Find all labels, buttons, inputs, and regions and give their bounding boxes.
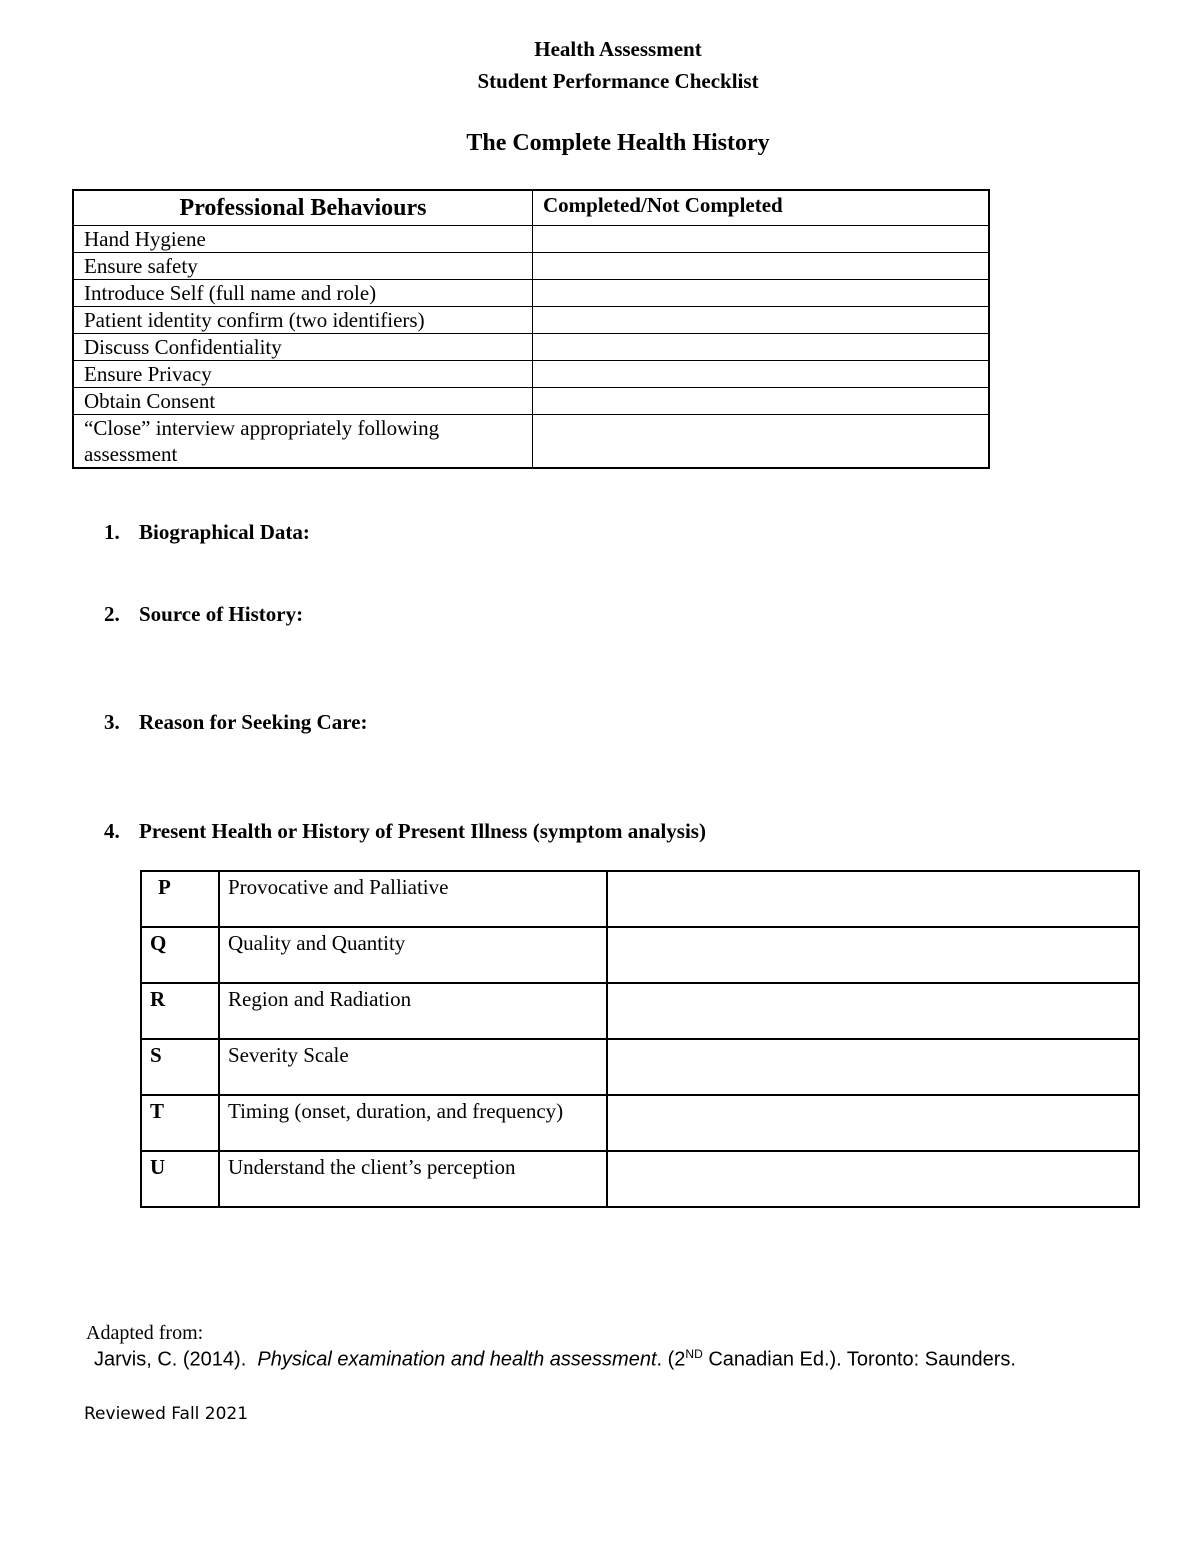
table-row — [141, 1039, 1139, 1095]
table-row — [141, 1151, 1139, 1207]
response-cell[interactable] — [607, 1151, 1139, 1207]
mnemonic-description: Understand the client’s perception — [219, 1151, 607, 1207]
section-label: Reason for Seeking Care: — [139, 710, 368, 734]
completion-cell[interactable] — [533, 334, 990, 361]
completion-cell[interactable] — [533, 226, 990, 253]
completion-cell[interactable] — [533, 415, 990, 469]
mnemonic-letter: Q — [141, 927, 219, 983]
behaviour-label: Ensure Privacy — [73, 361, 533, 388]
table-row — [73, 280, 989, 307]
completion-cell[interactable] — [533, 253, 990, 280]
mnemonic-description: Severity Scale — [219, 1039, 607, 1095]
behaviour-label: Ensure safety — [73, 253, 533, 280]
section-number: 3. — [104, 710, 120, 734]
table-row — [73, 253, 989, 280]
table-row — [73, 361, 989, 388]
behaviour-label: “Close” interview appropriately following assessment — [73, 415, 533, 469]
behaviour-label: Introduce Self (full name and role) — [73, 280, 533, 307]
section-source-of-history — [104, 602, 303, 627]
mnemonic-description: Provocative and Palliative — [219, 871, 607, 927]
behaviour-label: Discuss Confidentiality — [73, 334, 533, 361]
table-row — [73, 388, 989, 415]
page-title: The Complete Health History — [466, 130, 770, 156]
completion-cell[interactable] — [533, 307, 990, 334]
column-header-behaviours: Professional Behaviours — [73, 190, 533, 226]
citation — [94, 1347, 1016, 1372]
section-reason-for-seeking-care — [104, 710, 367, 735]
table-row — [141, 871, 1139, 927]
mnemonic-letter: U — [141, 1151, 219, 1207]
mnemonic-description: Region and Radiation — [219, 983, 607, 1039]
response-cell[interactable] — [607, 1039, 1139, 1095]
table-row — [141, 983, 1139, 1039]
mnemonic-letter: S — [141, 1039, 219, 1095]
table-row — [73, 307, 989, 334]
citation-title: Physical examination and health assessment — [257, 1348, 657, 1371]
table-row — [73, 334, 989, 361]
section-biographical-data — [104, 520, 310, 545]
adapted-from-label: Adapted from: — [86, 1322, 204, 1344]
section-label: Present Health or History of Present Illness (symptom analysis) — [139, 819, 706, 843]
section-number: 1. — [104, 520, 120, 544]
reviewed-note: Reviewed Fall 2021 — [84, 1404, 249, 1424]
professional-behaviours-table — [72, 189, 990, 469]
table-row — [141, 927, 1139, 983]
behaviour-label: Patient identity confirm (two identifiers) — [73, 307, 533, 334]
section-number: 4. — [104, 819, 120, 843]
response-cell[interactable] — [607, 1095, 1139, 1151]
completion-cell[interactable] — [533, 280, 990, 307]
mnemonic-letter: P — [141, 871, 219, 927]
column-header-completed: Completed/Not Completed — [533, 190, 990, 226]
symptom-analysis-table — [140, 870, 1140, 1208]
table-row — [73, 415, 989, 469]
response-cell[interactable] — [607, 927, 1139, 983]
completion-cell[interactable] — [533, 361, 990, 388]
response-cell[interactable] — [607, 871, 1139, 927]
section-label: Source of History: — [139, 602, 304, 626]
response-cell[interactable] — [607, 983, 1139, 1039]
table-row — [73, 226, 989, 253]
section-label: Biographical Data: — [139, 520, 310, 544]
mnemonic-letter: R — [141, 983, 219, 1039]
table-header-row — [73, 190, 989, 226]
mnemonic-description: Quality and Quantity — [219, 927, 607, 983]
mnemonic-letter: T — [141, 1095, 219, 1151]
citation-edition-pre: . (2 — [656, 1348, 686, 1371]
doc-header-line1: Health Assessment — [534, 37, 702, 61]
section-number: 2. — [104, 602, 120, 626]
table-row — [141, 1095, 1139, 1151]
behaviour-label: Hand Hygiene — [73, 226, 533, 253]
completion-cell[interactable] — [533, 388, 990, 415]
section-present-health — [104, 819, 706, 844]
mnemonic-description: Timing (onset, duration, and frequency) — [219, 1095, 607, 1151]
citation-edition-post: Canadian Ed.). Toronto: Saunders. — [702, 1348, 1016, 1371]
behaviour-label: Obtain Consent — [73, 388, 533, 415]
doc-header-line2: Student Performance Checklist — [477, 69, 759, 93]
citation-edition-sup: ND — [685, 1347, 703, 1361]
citation-author: Jarvis, C. (2014). — [94, 1348, 247, 1371]
